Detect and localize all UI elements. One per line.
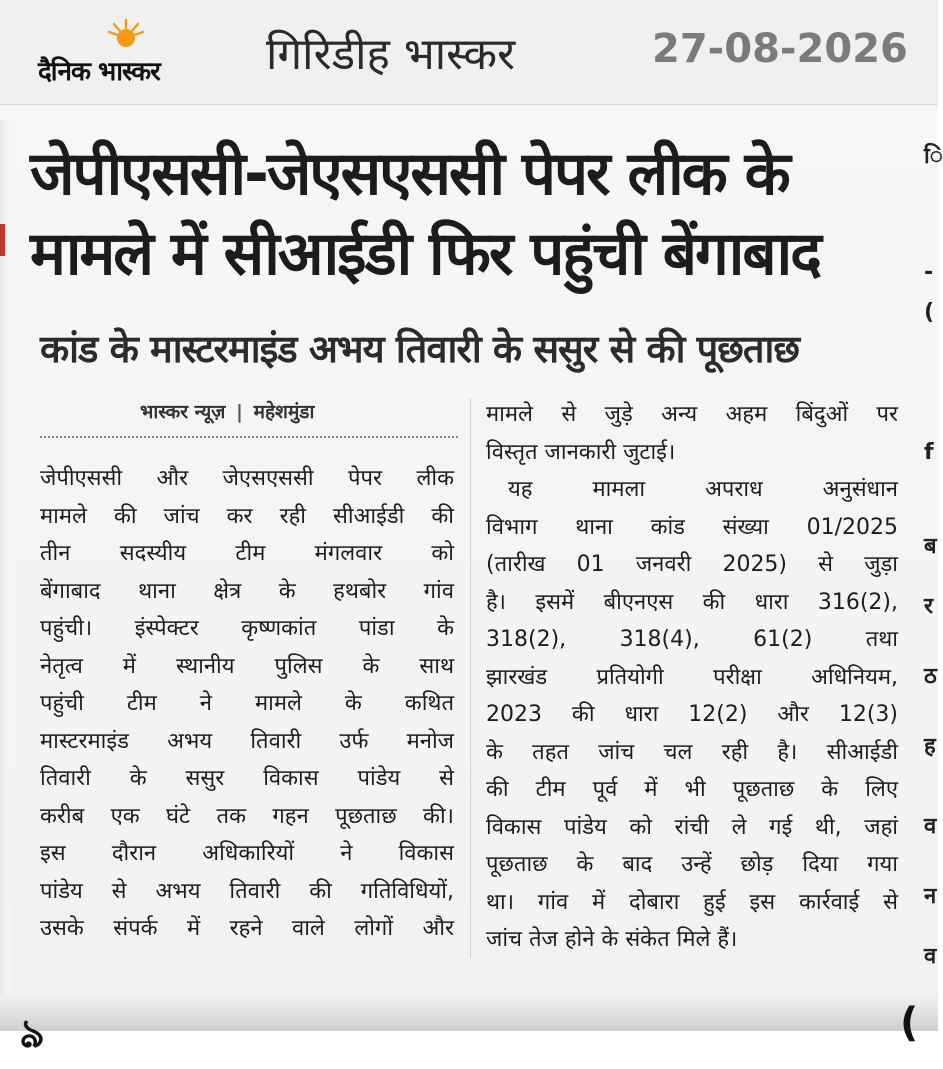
byline-agency: भास्कर न्यूज़ xyxy=(140,401,226,423)
headline-line: मामले में सीआईडी फिर पहुंची बेंगाबाद xyxy=(30,219,820,289)
column-line: (तारीख 01 जनवरी 2025) से जुड़ा xyxy=(486,552,898,577)
article-column-left xyxy=(40,460,454,948)
column-line: करीब एक घंटे तक गहन पूछताछ की। xyxy=(40,803,454,829)
app-header xyxy=(0,0,938,105)
column-line: तीन सदस्यीय टीम मंगलवार को xyxy=(40,541,454,566)
column-line: बेंगाबाद थाना क्षेत्र के हथबोर गांव xyxy=(40,578,454,604)
column-line: की टीम पूर्व में भी पूछताछ के लिए xyxy=(486,777,898,802)
column-line: था। गांव में दोबारा हुई इस कार्रवाई से xyxy=(486,889,898,915)
edition-title: गिरिडीह भास्कर xyxy=(266,29,516,80)
byline xyxy=(140,398,314,424)
sun-icon xyxy=(108,18,144,52)
logo-text: दैनिक भास्कर xyxy=(38,57,160,87)
edition-date: 27-08-2026 xyxy=(652,26,908,72)
column-line: पहुंची। इंस्पेक्टर कृष्णकांत पांडा के xyxy=(40,616,454,641)
adjacent-article-fragment-bottom-right: ( xyxy=(900,1000,919,1046)
page-bottom-edge xyxy=(0,996,938,1031)
adjacent-article-fragment: ि - ( f ब र ठ ह व न व xyxy=(924,144,943,969)
article-column-right xyxy=(486,396,898,959)
column-divider xyxy=(470,398,471,958)
headline-line: जेपीएससी-जेएसएससी पेपर लीक के xyxy=(30,139,789,209)
column-line: झारखंड प्रतियोगी परीक्षा अधिनियम, xyxy=(486,664,898,690)
column-line: के तहत जांच चल रही है। सीआईडी xyxy=(486,739,898,765)
column-line: जांच तेज होने के संकेत मिले हैं। xyxy=(486,927,738,952)
column-line: उसके संपर्क में रहने वाले लोगों और xyxy=(40,916,454,941)
column-line: नेतृत्व में स्थानीय पुलिस के साथ xyxy=(40,653,454,679)
column-line: 318(2), 318(4), 61(2) तथा xyxy=(486,627,898,652)
column-line: 2023 की धारा 12(2) और 12(3) xyxy=(486,702,898,727)
byline-divider xyxy=(40,436,458,438)
column-line: मास्टरमाइंड अभय तिवारी उर्फ मनोज xyxy=(40,728,454,754)
adjacent-article-mark xyxy=(0,224,5,256)
adjacent-article-fragment-bottom-left: ঌ xyxy=(20,1011,45,1057)
byline-place: महेशमुंडा xyxy=(253,401,315,423)
column-line: विकास पांडेय को रांची ले गई थी, जहां xyxy=(486,814,898,840)
column-line: तिवारी के ससुर विकास पांडेय से xyxy=(40,766,454,791)
article-subheadline: कांड के मास्टरमाइंड अभय तिवारी के ससुर से की पूछताछ xyxy=(40,327,800,371)
column-line: यह मामला अपराध अनुसंधान xyxy=(508,477,898,502)
column-line: विभाग थाना कांड संख्या 01/2025 xyxy=(486,514,898,540)
column-line: पांडेय से अभय तिवारी की गतिविधियों, xyxy=(40,878,454,904)
byline-separator: | xyxy=(236,401,243,423)
column-line: है। इसमें बीएनएस की धारा 316(2), xyxy=(486,589,898,615)
column-line: जेपीएससी और जेएसएससी पेपर लीक xyxy=(40,466,454,491)
column-line: विस्तृत जानकारी जुटाई। xyxy=(486,439,676,465)
column-line: इस दौरान अधिकारियों ने विकास xyxy=(40,841,454,866)
column-line: मामले से जुड़े अन्य अहम बिंदुओं पर xyxy=(486,402,898,427)
article-headline xyxy=(30,134,900,294)
column-line: पूछताछ के बाद उन्हें छोड़ दिया गया xyxy=(486,852,898,877)
newspaper-logo[interactable] xyxy=(38,18,218,88)
column-line: पहुंची टीम ने मामले के कथित xyxy=(40,691,454,716)
column-line: मामले की जांच कर रही सीआईडी की xyxy=(40,503,454,529)
